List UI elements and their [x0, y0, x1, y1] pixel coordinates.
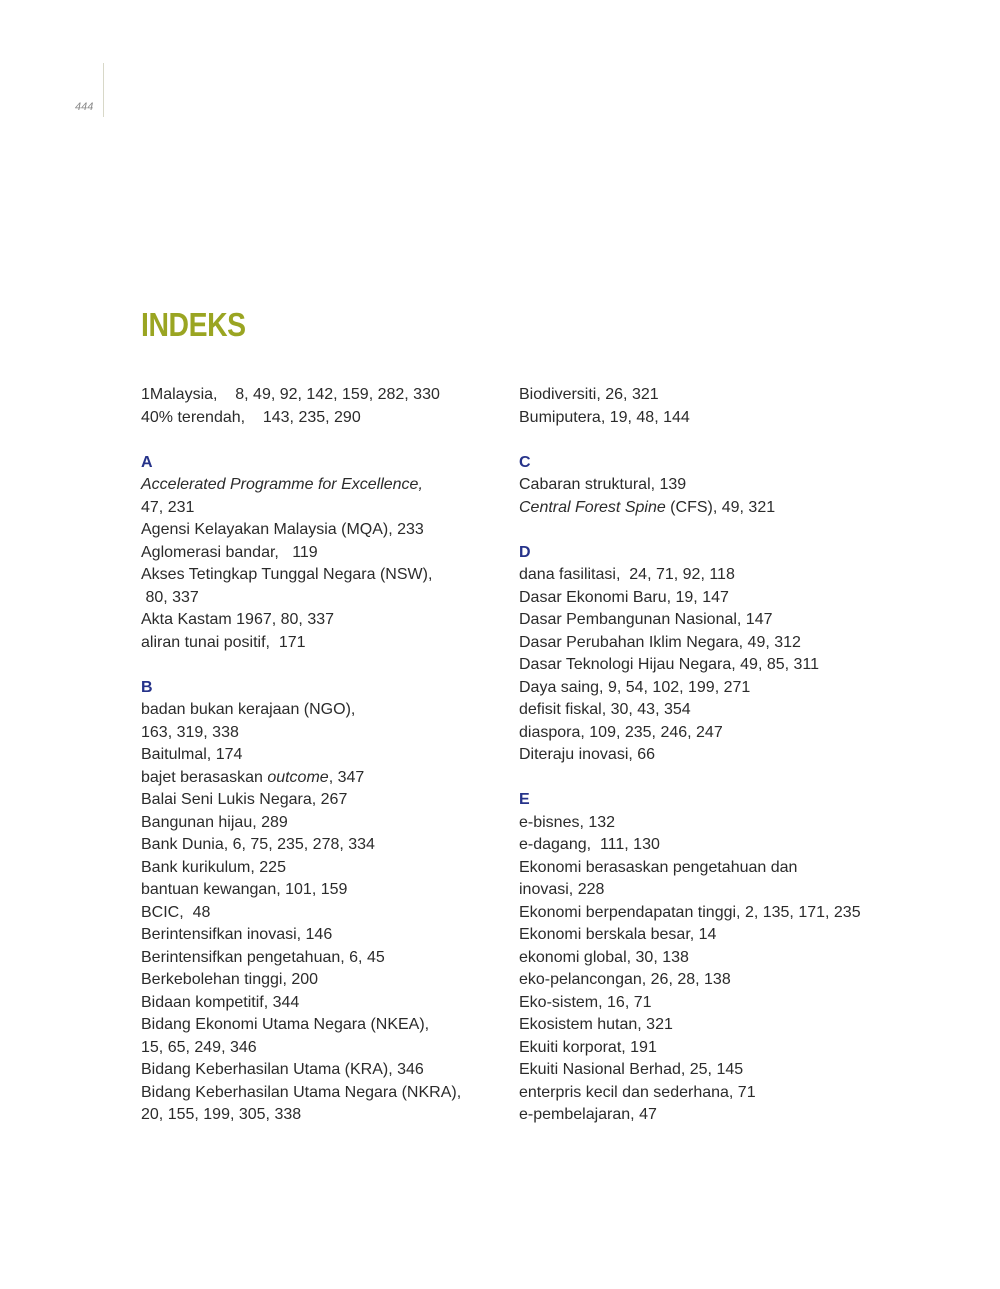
index-entry: Dasar Perubahan Iklim Negara, 49, 312 [519, 633, 801, 651]
index-letter-heading: D [519, 543, 531, 561]
index-entry: 15, 65, 249, 346 [141, 1038, 257, 1056]
index-entry: e-bisnes, 132 [519, 813, 616, 831]
index-entry: e-pembelajaran, 47 [519, 1106, 657, 1123]
index-entry: badan bukan kerajaan (NGO), [141, 701, 356, 718]
index-entry: 47, 231 [141, 498, 195, 516]
index-entry: Bidang Ekonomi Utama Negara (NKEA), [141, 1016, 430, 1033]
index-entry: Berkebolehan tinggi, 200 [141, 971, 319, 988]
index-entry: 80, 337 [141, 588, 199, 606]
index-entry: Bank kurikulum, 225 [141, 858, 286, 876]
page-margin-rule [103, 63, 104, 117]
index-entry: inovasi, 228 [519, 881, 605, 898]
index-entry: eko-pelancongan, 26, 28, 138 [519, 971, 731, 988]
index-gap [141, 654, 491, 677]
index-entry: Bumiputera, 19, 48, 144 [519, 408, 690, 426]
index-entry: Dasar Ekonomi Baru, 19, 147 [519, 588, 729, 606]
index-entry: Bidang Keberhasilan Utama Negara (NKRA), [141, 1083, 462, 1101]
index-entry: Ekonomi berasaskan pengetahuan dan [519, 858, 798, 876]
index-entry: Ekuiti korporat, 191 [519, 1038, 657, 1056]
index-entry: Bank Dunia, 6, 75, 235, 278, 334 [141, 836, 375, 853]
index-entry: Bidang Keberhasilan Utama (KRA), 346 [141, 1061, 424, 1078]
index-gap [519, 767, 899, 790]
index-entry: Akses Tetingkap Tunggal Negara (NSW), [141, 566, 433, 583]
index-entry: Berintensifkan inovasi, 146 [141, 926, 333, 943]
index-entry: Dasar Pembangunan Nasional, 147 [519, 611, 773, 628]
index-entry: Ekosistem hutan, 321 [519, 1016, 673, 1033]
index-entry: dana fasilitasi, 24, 71, 92, 118 [519, 566, 735, 583]
index-entry: Diteraju inovasi, 66 [519, 746, 656, 763]
index-column-right [519, 384, 899, 1127]
index-entry: BCIC, 48 [141, 903, 211, 921]
index-entry: Ekonomi berskala besar, 14 [519, 926, 717, 943]
index-gap [141, 429, 491, 452]
index-entry: Dasar Teknologi Hijau Negara, 49, 85, 311 [519, 656, 820, 673]
index-entry: Ekonomi berpendapatan tinggi, 2, 135, 171, 235 [519, 903, 861, 921]
index-entry: Aglomerasi bandar, 119 [141, 543, 318, 561]
index-entry: bajet berasaskan outcome, 347 [141, 768, 365, 786]
index-entry: Cabaran struktural, 139 [519, 476, 687, 493]
index-gap [519, 519, 899, 542]
index-entry: bantuan kewangan, 101, 159 [141, 881, 348, 898]
index-entry: Biodiversiti, 26, 321 [519, 386, 659, 403]
index-entry: Eko-sistem, 16, 71 [519, 993, 652, 1011]
index-letter-heading: A [141, 453, 153, 471]
index-letter-heading: B [141, 678, 153, 696]
index-column-left [141, 384, 491, 1127]
index-entry: Berintensifkan pengetahuan, 6, 45 [141, 948, 385, 966]
index-letter-heading: C [519, 453, 531, 471]
page-title: INDEKS [141, 306, 246, 343]
index-entry: Bidaan kompetitif, 344 [141, 993, 300, 1011]
index-entry: Accelerated Programme for Excellence, [141, 476, 423, 493]
index-entry: ekonomi global, 30, 138 [519, 948, 689, 966]
index-entry: 163, 319, 338 [141, 723, 239, 741]
index-entry: Daya saing, 9, 54, 102, 199, 271 [519, 678, 751, 696]
index-entry: e-dagang, 111, 130 [519, 836, 660, 853]
page-number: 444 [75, 101, 94, 113]
index-entry: Akta Kastam 1967, 80, 337 [141, 611, 335, 628]
index-entry: Ekuiti Nasional Berhad, 25, 145 [519, 1061, 744, 1078]
index-entry: 40% terendah, 143, 235, 290 [141, 408, 361, 426]
index-entry: Balai Seni Lukis Negara, 267 [141, 791, 348, 808]
index-entry: enterpris kecil dan sederhana, 71 [519, 1083, 756, 1101]
index-entry: Agensi Kelayakan Malaysia (MQA), 233 [141, 521, 424, 538]
index-entry: diaspora, 109, 235, 246, 247 [519, 723, 723, 741]
index-entry: defisit fiskal, 30, 43, 354 [519, 701, 691, 718]
index-entry: Central Forest Spine (CFS), 49, 321 [519, 498, 776, 516]
index-entry: Baitulmal, 174 [141, 746, 243, 763]
index-entry: Bangunan hijau, 289 [141, 813, 288, 831]
index-entry: 1Malaysia, 8, 49, 92, 142, 159, 282, 330 [141, 386, 440, 403]
index-gap [519, 429, 899, 452]
index-entry: 20, 155, 199, 305, 338 [141, 1106, 302, 1123]
index-entry: aliran tunai positif, 171 [141, 633, 306, 651]
index-letter-heading: E [519, 791, 530, 808]
